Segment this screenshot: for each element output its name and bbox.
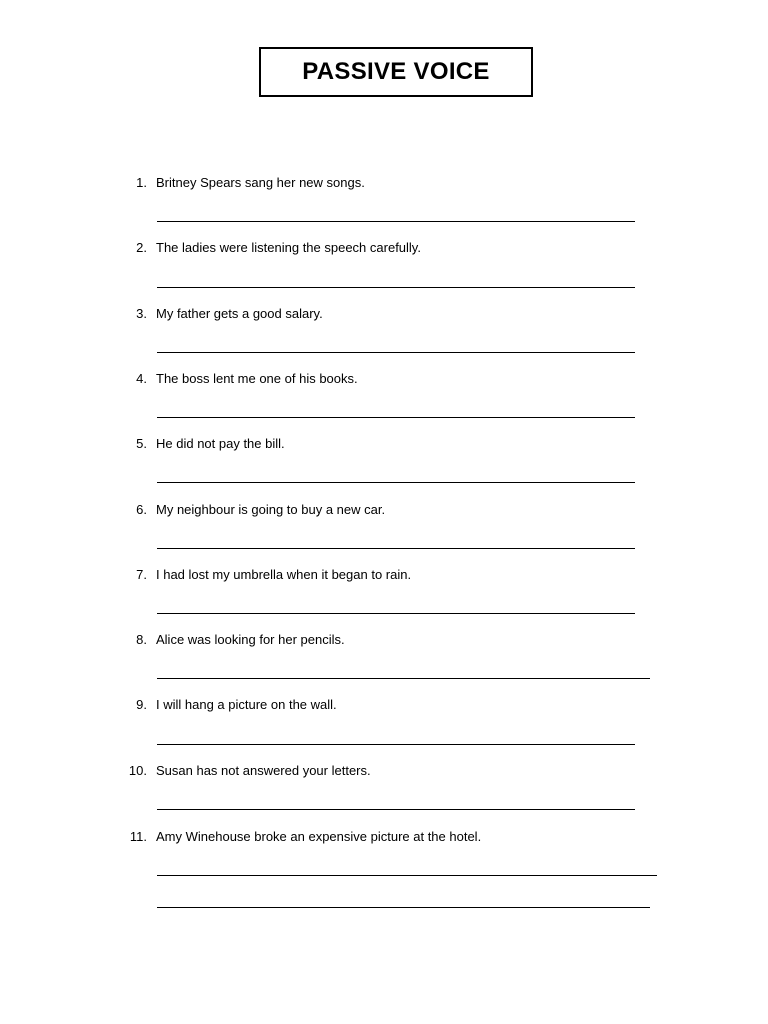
answer-line-11b[interactable] (157, 907, 650, 908)
item-sentence: He did not pay the bill. (156, 436, 285, 451)
exercise-item-1 (0, 173, 768, 193)
item-sentence: Alice was looking for her pencils. (156, 632, 345, 647)
answer-line-6[interactable] (157, 548, 635, 549)
title-box (259, 47, 533, 97)
item-number: 3. (136, 306, 147, 321)
exercise-item-9 (0, 695, 768, 715)
item-number: 4. (136, 371, 147, 386)
answer-line-10[interactable] (157, 809, 635, 810)
exercise-item-4 (0, 369, 768, 389)
answer-line-2[interactable] (157, 287, 635, 288)
item-sentence: Amy Winehouse broke an expensive picture at the hotel. (156, 829, 482, 844)
item-number: 1. (136, 175, 147, 190)
item-number: 6. (136, 502, 147, 517)
exercise-item-11 (0, 827, 768, 847)
exercise-item-10 (0, 761, 768, 781)
page-title: PASSIVE VOICE (302, 58, 490, 85)
answer-line-3[interactable] (157, 352, 635, 353)
answer-line-7[interactable] (157, 613, 635, 614)
answer-line-8[interactable] (157, 678, 650, 679)
exercise-item-7 (0, 565, 768, 585)
item-number: 2. (136, 240, 147, 255)
item-sentence: Britney Spears sang her new songs. (156, 175, 365, 190)
item-sentence: The boss lent me one of his books. (156, 371, 358, 386)
item-sentence: My neighbour is going to buy a new car. (156, 502, 386, 517)
answer-line-1[interactable] (157, 221, 635, 222)
exercise-item-8 (0, 630, 768, 650)
item-number: 8. (136, 632, 147, 647)
answer-line-11a[interactable] (157, 875, 657, 876)
item-sentence: My father gets a good salary. (156, 306, 323, 321)
answer-line-4[interactable] (157, 417, 635, 418)
item-sentence: I will hang a picture on the wall. (156, 697, 337, 712)
item-sentence: Susan has not answered your letters. (156, 763, 371, 778)
item-number: 11. (129, 829, 147, 844)
exercise-item-3 (0, 304, 768, 324)
item-sentence: I had lost my umbrella when it began to rain. (156, 567, 412, 582)
answer-line-9[interactable] (157, 744, 635, 745)
answer-line-5[interactable] (157, 482, 635, 483)
item-sentence: The ladies were listening the speech carefully. (156, 240, 421, 255)
exercise-item-6 (0, 500, 768, 520)
exercise-item-2 (0, 238, 768, 258)
item-number: 10. (128, 763, 147, 778)
exercise-item-5 (0, 434, 768, 454)
item-number: 7. (136, 567, 147, 582)
item-number: 5. (136, 436, 147, 451)
item-number: 9. (136, 697, 147, 712)
